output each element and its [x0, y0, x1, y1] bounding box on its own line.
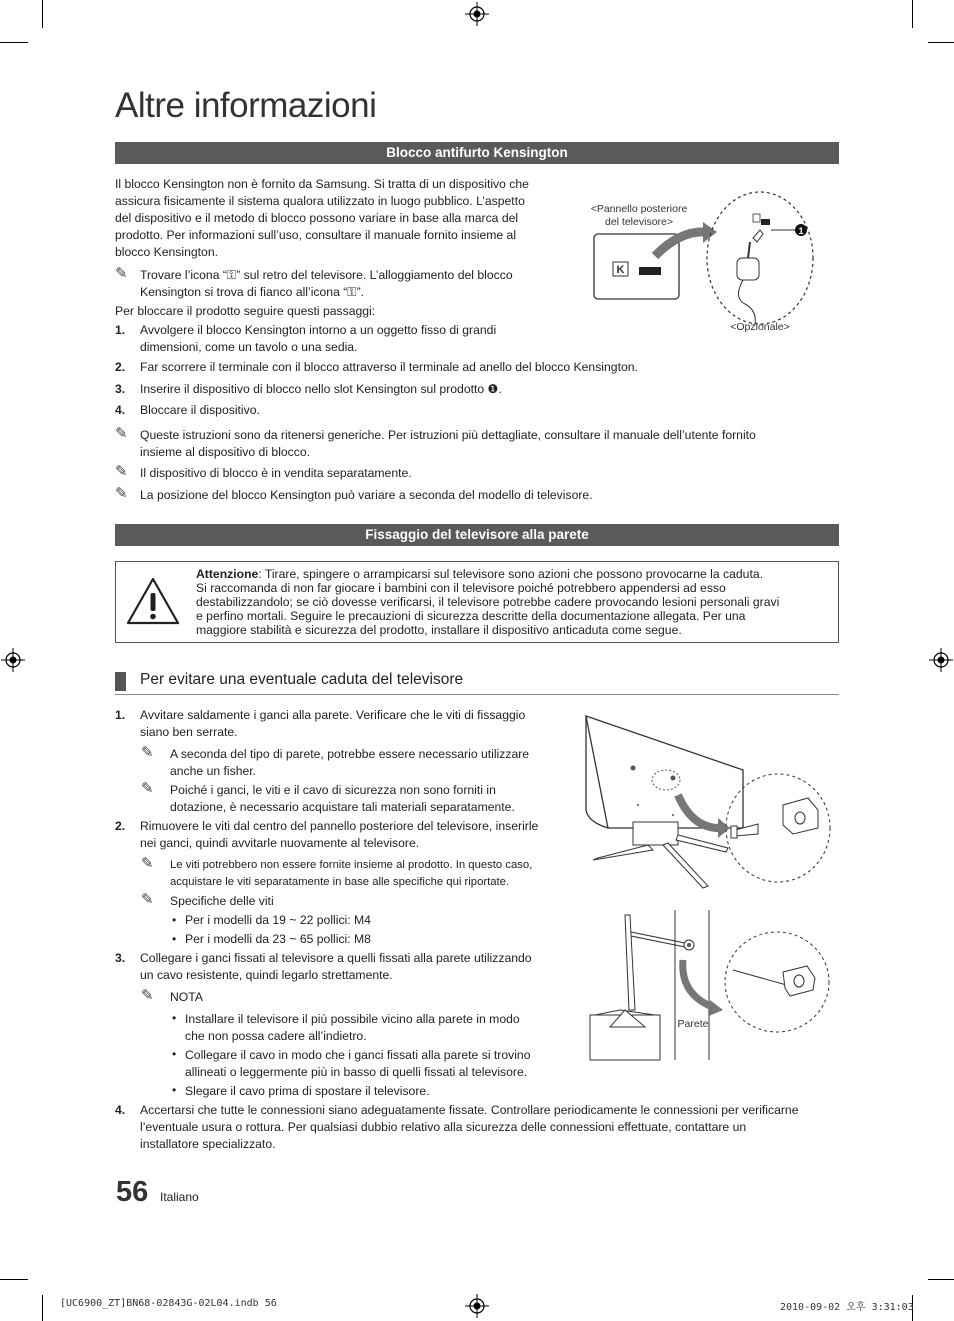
crop-mark [928, 42, 954, 43]
registration-mark-icon [1, 648, 25, 672]
crop-mark [42, 0, 43, 28]
crop-mark [0, 1279, 28, 1280]
note-sold-separately: Il dispositivo di blocco è in vendita separatamente. [140, 466, 412, 480]
wall-label: Parete [677, 1018, 709, 1030]
text-line: dimensioni, come un tavolo o una sedia. [140, 340, 358, 354]
text-line: : Tirare, spingere o arrampicarsi sul televisore sono azioni che possono provocarne la caduta. [258, 567, 763, 581]
step-text [140, 950, 532, 984]
bullet-icon: • [172, 1011, 177, 1025]
note-generic-instructions [140, 427, 756, 461]
note-position-varies: La posizione del blocco Kensington può variare a seconda del modello di televisore. [140, 488, 593, 502]
text-line: Si raccomanda di non far giocare i bambini con il televisore poiché potrebbero appendersi ad esso [196, 581, 726, 595]
text-line: siano ben serrate. [140, 725, 238, 739]
file-info: [UC6900_ZT]BN68-02843G-02L04.indb 56 [60, 1298, 277, 1309]
step-text [140, 707, 525, 741]
note-pencil-icon: ✎ [141, 780, 154, 797]
note-pencil-icon: ✎ [141, 987, 154, 1004]
note-pencil-icon: ✎ [141, 891, 154, 908]
text-line: Trovare l’icona “⚿” sul retro del televisore. L’alloggiamento del blocco [140, 268, 513, 282]
step-number: 1. [115, 323, 126, 337]
text-line: prodotto. Per informazioni sull’uso, consultare il manuale fornito insieme al [115, 228, 517, 242]
crop-mark [42, 1295, 43, 1321]
step-number: 3. [115, 951, 126, 965]
crop-mark [928, 1279, 954, 1280]
warning-box [115, 561, 839, 643]
warning-text [196, 567, 831, 637]
kensington-lock-illustration [585, 190, 835, 340]
text-line: anche un fisher. [170, 764, 257, 778]
note-pencil-icon: ✎ [141, 744, 154, 761]
subsection-header [115, 670, 839, 695]
step-number: 2. [115, 360, 126, 374]
text-line: Accertarsi che tutte le connessioni siano adeguatamente fissate. Controllare periodicamente le connessioni per verificarne [140, 1103, 799, 1117]
crop-mark [912, 0, 913, 28]
text-line: Kensington si trova di fianco all’icona “⚿”. [140, 285, 365, 299]
warning-triangle-icon [125, 576, 181, 626]
text-line: Collegare il cavo in modo che i ganci fissati alla parete si trovino [185, 1048, 531, 1062]
page-number: 56 [116, 1176, 149, 1208]
text-line: allineati o leggermente più in basso di quelli fissati al televisore. [185, 1065, 528, 1079]
text-line: Queste istruzioni sono da ritenersi generiche. Per istruzioni più dettagliate, consultare il manuale dell’utente fornito [140, 428, 756, 442]
step-text [140, 818, 538, 852]
note-label: NOTA [170, 990, 203, 1004]
bullet-text: Per i modelli da 23 ~ 65 pollici: M8 [185, 932, 371, 946]
text-line: acquistare le viti separatamente in base alle specifiche qui riportate. [170, 876, 510, 888]
bullet-icon: • [172, 1083, 177, 1097]
bullet-text [185, 1047, 531, 1081]
text-line: un cavo resistente, quindi legarlo strettamente. [140, 968, 393, 982]
text-line: e perfino mortali. Seguire le precauzioni di sicurezza descritte della documentazione allegata. Per una [196, 609, 746, 623]
note-text [170, 782, 515, 816]
step-number: 4. [115, 1103, 126, 1117]
subsection-title: Per evitare una eventuale caduta del televisore [140, 671, 464, 688]
bullet-text: Per i modelli da 19 ~ 22 pollici: M4 [185, 913, 371, 927]
note-pencil-icon: ✎ [115, 463, 128, 480]
text-line: maggiore stabilità e sicurezza del prodotto, installare il dispositivo anticaduta come segue. [196, 623, 682, 637]
step-text [140, 322, 496, 356]
note-text [170, 857, 532, 891]
note-text [170, 746, 529, 780]
registration-mark-icon [465, 1294, 489, 1318]
step-text: Inserire il dispositivo di blocco nello slot Kensington sul prodotto ❶. [140, 382, 502, 396]
note-pencil-icon: ✎ [115, 265, 128, 282]
wall-cable-illustration [585, 910, 835, 1065]
text-line: A seconda del tipo di parete, potrebbe essere necessario utilizzare [170, 747, 530, 761]
section-marker [115, 672, 126, 691]
step-number: 3. [115, 382, 126, 396]
warning-label: Attenzione [196, 567, 259, 581]
tv-back-bracket-illustration [578, 710, 836, 895]
bullet-icon: • [172, 913, 177, 927]
text-line: Avvolgere il blocco Kensington intorno a un oggetto fisso di grandi [140, 323, 497, 337]
callout-number: 1 [798, 226, 804, 236]
text-line: installatore specializzato. [140, 1137, 276, 1151]
step-text: Bloccare il dispositivo. [140, 403, 260, 417]
note-pencil-icon: ✎ [115, 425, 128, 442]
text-line: Poiché i ganci, le viti e il cavo di sicurezza non sono forniti in [170, 783, 496, 797]
text-line: Rimuovere le viti dal centro del pannello posteriore del televisore, inserirle [140, 819, 539, 833]
text-line: assicura fisicamente il sistema qualora utilizzato in luogo pubblico. L’aspetto [115, 194, 525, 208]
text-line: che non possa cadere all’indietro. [185, 1029, 367, 1043]
print-date: 2010-09-02 오후 3:31:03 [780, 1302, 914, 1313]
step-text [140, 1102, 799, 1153]
language-label: Italiano [160, 1190, 199, 1204]
optional-label: <Opzionale> [730, 321, 790, 333]
text-line: Le viti potrebbero non essere fornite insieme al prodotto. In questo caso, [170, 859, 533, 871]
note-kensington-icon [140, 267, 560, 301]
text-line: insieme al dispositivo di blocco. [140, 445, 311, 459]
text-line: Avvitare saldamente i ganci alla parete. Verificare che le viti di fissaggio [140, 708, 526, 722]
section-header-wall-mount: Fissaggio del televisore alla parete [115, 524, 839, 546]
text-line: nei ganci, quindi avvitarle nuovamente al televisore. [140, 836, 420, 850]
text-line: Il blocco Kensington non è fornito da Samsung. Si tratta di un dispositivo che [115, 177, 529, 191]
panel-label: <Pannello posteriore [590, 203, 688, 215]
bullet-icon: • [172, 932, 177, 946]
steps-intro: Per bloccare il prodotto seguire questi passaggi: [115, 304, 376, 318]
kensington-intro [115, 176, 565, 261]
text-line: destabilizzandolo; se ciò dovesse verificarsi, il televisore potrebbe cadere provocando lesioni personali gravi [196, 595, 780, 609]
text-line: blocco Kensington. [115, 245, 218, 259]
text-line: Installare il televisore il più possibile vicino alla parete in modo [185, 1012, 520, 1026]
k-letter: K [616, 264, 625, 276]
step-number: 1. [115, 708, 126, 722]
page-title: Altre informazioni [115, 86, 377, 125]
crop-mark [0, 42, 28, 43]
registration-mark-icon [929, 648, 953, 672]
note-text: Specifiche delle viti [170, 894, 274, 908]
step-number: 2. [115, 819, 126, 833]
text-line: del dispositivo e il metodo di blocco possono variare in base alla marca del [115, 211, 519, 225]
note-pencil-icon: ✎ [115, 485, 128, 502]
text-line: l’eventuale usura o rottura. Per qualsiasi dubbio relativo alla sicurezza delle connessioni effettuate, contattare un [140, 1120, 747, 1134]
bullet-text: Slegare il cavo prima di spostare il televisore. [185, 1084, 430, 1098]
note-pencil-icon: ✎ [141, 855, 154, 872]
panel-label: del televisore> [605, 216, 673, 228]
bullet-text [185, 1011, 520, 1045]
section-header-kensington: Blocco antifurto Kensington [115, 142, 839, 164]
step-number: 4. [115, 403, 126, 417]
registration-mark-icon [465, 2, 489, 26]
text-line: dotazione, è necessario acquistare tali materiali separatamente. [170, 800, 515, 814]
text-line: Collegare i ganci fissati al televisore a quelli fissati alla parete utilizzando [140, 951, 532, 965]
step-text: Far scorrere il terminale con il blocco attraverso il terminale ad anello del blocco Kensington. [140, 360, 638, 374]
bullet-icon: • [172, 1047, 177, 1061]
